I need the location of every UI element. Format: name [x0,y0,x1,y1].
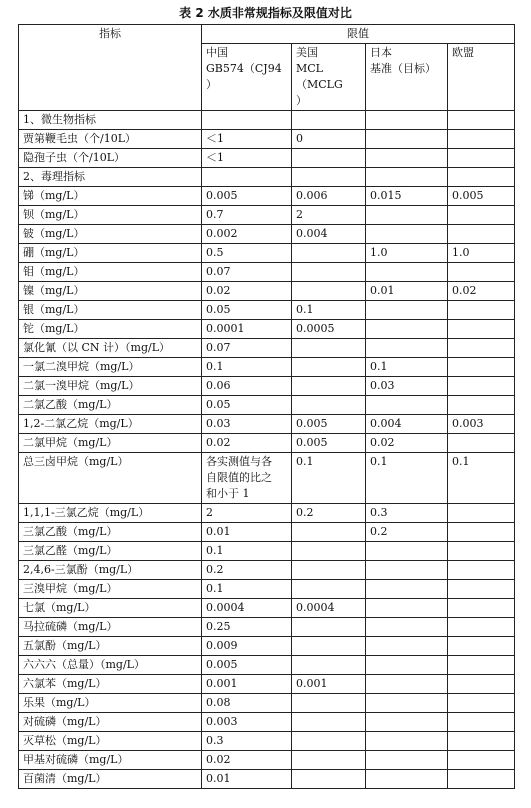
value-eu [448,339,515,358]
value-usa: 0.1 [292,453,366,504]
value-eu [448,751,515,770]
col-header-china: 中国 GB574（CJ94 ） [202,44,292,111]
table-row [19,580,515,599]
indicator-name: 镍（mg/L） [19,282,202,301]
indicator-name: 马拉硫磷（mg/L） [19,618,202,637]
table-row [19,618,515,637]
value-japan [366,751,448,770]
limits-table [18,24,515,789]
value-eu [448,675,515,694]
value-china: 0.02 [202,282,292,301]
value-usa: 0.004 [292,225,366,244]
indicator-name: 钡（mg/L） [19,206,202,225]
table-row [19,637,515,656]
table-row [19,732,515,751]
table-row [19,434,515,453]
indicator-name: 二氯乙酸（mg/L） [19,396,202,415]
table-row [19,770,515,789]
value-china: 0.08 [202,694,292,713]
value-usa [292,618,366,637]
value-japan [366,301,448,320]
table-row [19,225,515,244]
table-row [19,339,515,358]
value-eu [448,770,515,789]
table-row [19,453,515,504]
table-row [19,244,515,263]
indicator-header: 指标 [19,25,202,111]
value-usa [292,580,366,599]
value-usa [292,244,366,263]
table-header [19,25,515,111]
value-usa [292,149,366,168]
indicator-name: 甲基对硫磷（mg/L） [19,751,202,770]
value-japan [366,130,448,149]
value-usa: 0.2 [292,504,366,523]
value-china: 0.06 [202,377,292,396]
indicator-name: 二氯甲烷（mg/L） [19,434,202,453]
table-body [19,111,515,789]
value-usa: 0 [292,130,366,149]
value-usa: 0.1 [292,301,366,320]
value-japan [366,263,448,282]
value-japan [366,656,448,675]
value-china: 0.25 [202,618,292,637]
indicator-name: 七氯（mg/L） [19,599,202,618]
indicator-name: 三氯乙醛（mg/L） [19,542,202,561]
value-usa: 0.001 [292,675,366,694]
section-label: 1、微生物指标 [19,111,202,130]
value-usa: 0.005 [292,415,366,434]
value-eu [448,320,515,339]
value-china: 0.7 [202,206,292,225]
indicator-name: 贾第鞭毛虫（个/10L） [19,130,202,149]
value-usa [292,339,366,358]
value-china: ＜1 [202,149,292,168]
value-china: 2 [202,504,292,523]
indicator-name: 乐果（mg/L） [19,694,202,713]
value-eu: 0.02 [448,282,515,301]
value-usa [292,111,366,130]
value-usa [292,770,366,789]
value-china: 0.07 [202,339,292,358]
value-china: 0.03 [202,415,292,434]
value-japan [366,111,448,130]
value-japan [366,149,448,168]
table-row [19,206,515,225]
value-china: 0.01 [202,523,292,542]
header-row-1 [19,25,515,44]
value-usa [292,377,366,396]
table-row [19,130,515,149]
value-eu [448,561,515,580]
value-japan [366,694,448,713]
value-usa [292,751,366,770]
table-row [19,504,515,523]
value-japan [366,339,448,358]
value-eu [448,504,515,523]
value-eu [448,656,515,675]
value-china: 0.1 [202,358,292,377]
indicator-name: 总三卤甲烷（mg/L） [19,453,202,504]
value-usa [292,732,366,751]
value-eu [448,542,515,561]
value-china: 0.07 [202,263,292,282]
value-japan: 0.1 [366,453,448,504]
value-japan: 0.1 [366,358,448,377]
value-japan: 0.01 [366,282,448,301]
value-eu [448,396,515,415]
value-japan [366,580,448,599]
value-china: 0.005 [202,187,292,206]
value-usa [292,396,366,415]
indicator-name: 2,4,6-三氯酚（mg/L） [19,561,202,580]
value-usa [292,168,366,187]
value-china: 各实测值与各 自限值的比之 和小于 1 [202,453,292,504]
indicator-name: 钼（mg/L） [19,263,202,282]
value-eu: 0.005 [448,187,515,206]
table-row [19,599,515,618]
value-japan [366,561,448,580]
value-eu [448,637,515,656]
value-japan [366,320,448,339]
section-row [19,168,515,187]
value-usa [292,358,366,377]
value-china: 0.3 [202,732,292,751]
value-china: 0.0001 [202,320,292,339]
value-china [202,111,292,130]
value-china: 0.1 [202,580,292,599]
value-japan [366,225,448,244]
value-china: 0.002 [202,225,292,244]
value-japan [366,206,448,225]
value-japan [366,542,448,561]
value-usa [292,713,366,732]
value-usa [292,263,366,282]
indicator-name: 铊（mg/L） [19,320,202,339]
value-eu [448,434,515,453]
indicator-name: 1,2-二氯乙烷（mg/L） [19,415,202,434]
table-row [19,263,515,282]
value-china: 0.1 [202,542,292,561]
table-row [19,282,515,301]
value-eu [448,263,515,282]
table-row [19,187,515,206]
value-eu [448,694,515,713]
value-eu [448,130,515,149]
value-usa [292,282,366,301]
table-row [19,396,515,415]
value-eu: 0.1 [448,453,515,504]
value-japan [366,713,448,732]
table-row [19,149,515,168]
value-eu: 1.0 [448,244,515,263]
indicator-name: 锑（mg/L） [19,187,202,206]
indicator-name: 灭草松（mg/L） [19,732,202,751]
value-japan: 0.03 [366,377,448,396]
table-row [19,656,515,675]
value-china: 0.5 [202,244,292,263]
value-eu [448,618,515,637]
indicator-name: 五氯酚（mg/L） [19,637,202,656]
limit-header: 限值 [202,25,515,44]
value-china: 0.05 [202,396,292,415]
value-eu [448,225,515,244]
indicator-name: 隐孢子虫（个/10L） [19,149,202,168]
indicator-name: 三氯乙酸（mg/L） [19,523,202,542]
indicator-name: 硼（mg/L） [19,244,202,263]
value-usa [292,523,366,542]
value-usa: 0.005 [292,434,366,453]
value-eu: 0.003 [448,415,515,434]
value-china: 0.001 [202,675,292,694]
value-usa: 0.0005 [292,320,366,339]
value-china: 0.05 [202,301,292,320]
value-japan [366,675,448,694]
value-japan: 0.2 [366,523,448,542]
value-eu [448,732,515,751]
value-eu [448,301,515,320]
value-china: 0.02 [202,751,292,770]
value-china: 0.0004 [202,599,292,618]
table-row [19,415,515,434]
value-japan [366,168,448,187]
value-eu [448,599,515,618]
value-eu [448,111,515,130]
indicator-name: 铍（mg/L） [19,225,202,244]
indicator-name: 六六六（总量）（mg/L） [19,656,202,675]
table-title: 表 2 水质非常规指标及限值对比 [179,6,352,20]
value-eu [448,206,515,225]
value-usa [292,694,366,713]
indicator-name: 氯化氰（以 CN 计）（mg/L） [19,339,202,358]
table-row [19,561,515,580]
value-china: 0.01 [202,770,292,789]
value-eu [448,713,515,732]
value-china: 0.009 [202,637,292,656]
value-usa: 0.0004 [292,599,366,618]
col-header-usa: 美国 MCL（MCLG ） [292,44,366,111]
value-china [202,168,292,187]
value-japan [366,732,448,751]
value-japan [366,770,448,789]
section-label: 2、毒理指标 [19,168,202,187]
value-usa [292,656,366,675]
value-eu [448,580,515,599]
value-china: ＜1 [202,130,292,149]
value-china: 0.003 [202,713,292,732]
table-row [19,320,515,339]
value-japan: 1.0 [366,244,448,263]
table-row [19,694,515,713]
col-header-eu: 欧盟 [448,44,515,111]
table-row [19,751,515,770]
value-eu [448,149,515,168]
table-row [19,675,515,694]
indicator-name: 三溴甲烷（mg/L） [19,580,202,599]
indicator-name: 对硫磷（mg/L） [19,713,202,732]
value-usa: 0.006 [292,187,366,206]
value-eu [448,168,515,187]
value-japan: 0.004 [366,415,448,434]
value-japan: 0.015 [366,187,448,206]
indicator-name: 1,1,1-三氯乙烷（mg/L） [19,504,202,523]
value-usa [292,561,366,580]
value-usa [292,542,366,561]
value-china: 0.02 [202,434,292,453]
indicator-name: 六氯苯（mg/L） [19,675,202,694]
indicator-name: 二氯一溴甲烷（mg/L） [19,377,202,396]
value-japan [366,618,448,637]
col-header-japan: 日本 基准（目标） [366,44,448,111]
value-japan [366,637,448,656]
value-china: 0.005 [202,656,292,675]
section-row [19,111,515,130]
value-china: 0.2 [202,561,292,580]
table-row [19,358,515,377]
indicator-name: 百菌清（mg/L） [19,770,202,789]
value-eu [448,358,515,377]
table-row [19,523,515,542]
value-usa [292,637,366,656]
value-japan [366,396,448,415]
value-eu [448,523,515,542]
table-row [19,301,515,320]
indicator-name: 一氯二溴甲烷（mg/L） [19,358,202,377]
value-japan: 0.02 [366,434,448,453]
table-row [19,713,515,732]
indicator-name: 银（mg/L） [19,301,202,320]
table-row [19,377,515,396]
table-row [19,542,515,561]
value-japan [366,599,448,618]
value-eu [448,377,515,396]
value-usa: 2 [292,206,366,225]
value-japan: 0.3 [366,504,448,523]
